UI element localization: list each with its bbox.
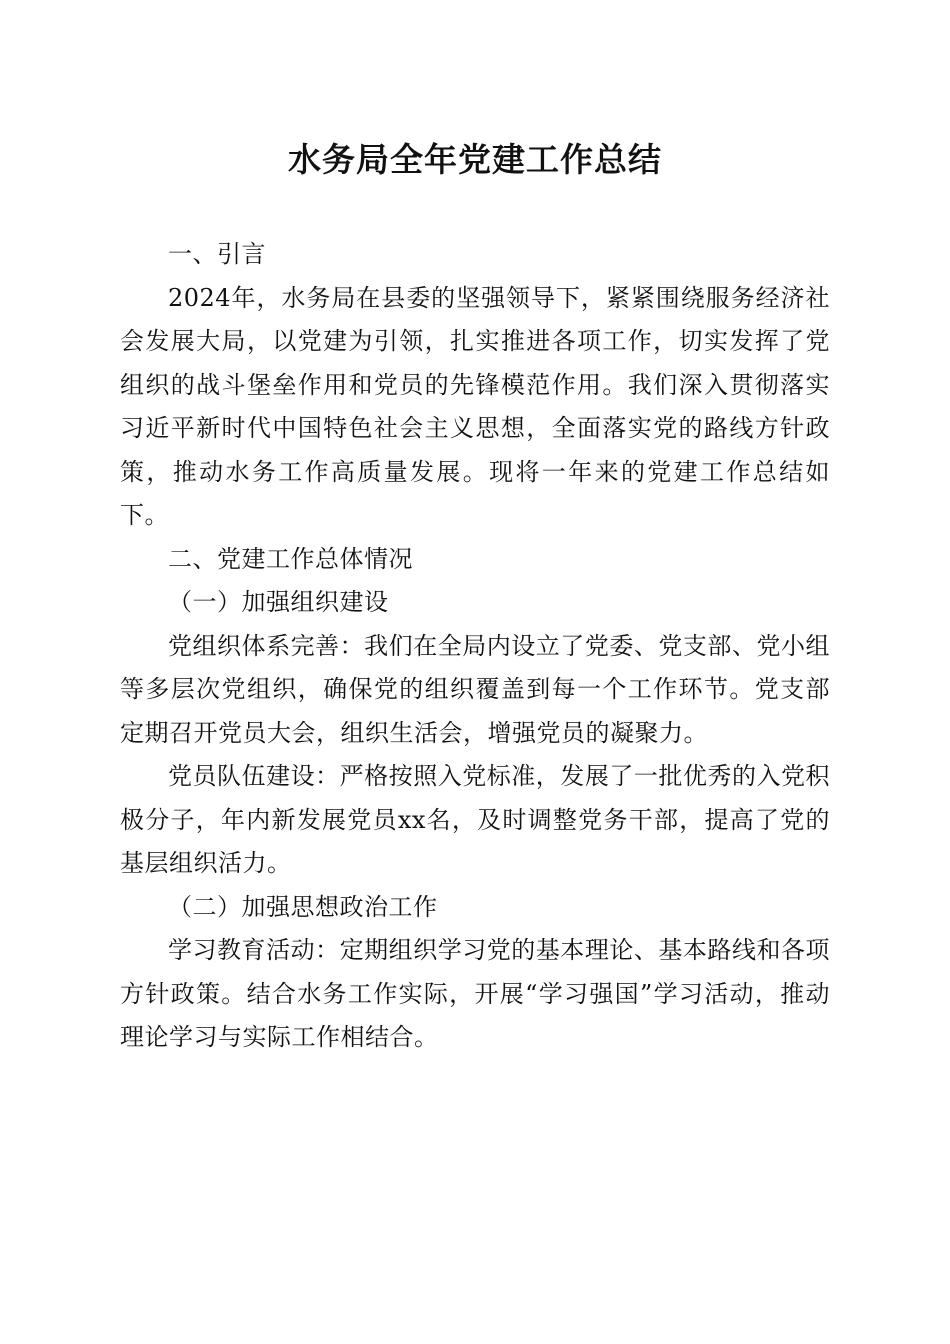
paragraph-organization-system: 党组织体系完善：我们在全局内设立了党委、党支部、党小组等多层次党组织，确保党的组织覆盖到每一个工作环节。党支部定期召开党员大会，组织生活会，增强党员的凝聚力。	[120, 631, 830, 747]
document-title: 水务局全年党建工作总结	[288, 140, 662, 179]
paragraph-member-team: 党员队伍建设：严格按照入党标准，发展了一批优秀的入党积极分子，年内新发展党员xx名，及时调整党务干部，提高了党的基层组织活力。	[120, 762, 830, 877]
subsection-heading-organization: （一）加强组织建设	[168, 588, 389, 616]
paragraph-intro: 2024年，水务局在县委的坚强领导下，紧紧围绕服务经济社会发展大局，以党建为引领，扎实推进各项工作，切实发挥了党组织的战斗堡垒作用和党员的先锋模范作用。我们深入贯彻落实习近平新时代中国特色社会主义思想，全面落实党的路线方针政策，推动水务工作高质量发展。现将一年来的党建工作总结如下。	[120, 283, 830, 529]
subsection-heading-ideology: （二）加强思想政治工作	[168, 892, 438, 921]
section-heading-overall: 二、党建工作总体情况	[168, 544, 413, 573]
document-body	[120, 233, 830, 1060]
paragraph-study-activities: 学习教育活动：定期组织学习党的基本理论、基本路线和各项方针政策。结合水务工作实际，开展“学习强国”学习活动，推动理论学习与实际工作相结合。	[120, 936, 830, 1051]
section-heading-intro: 一、引言	[168, 240, 266, 268]
